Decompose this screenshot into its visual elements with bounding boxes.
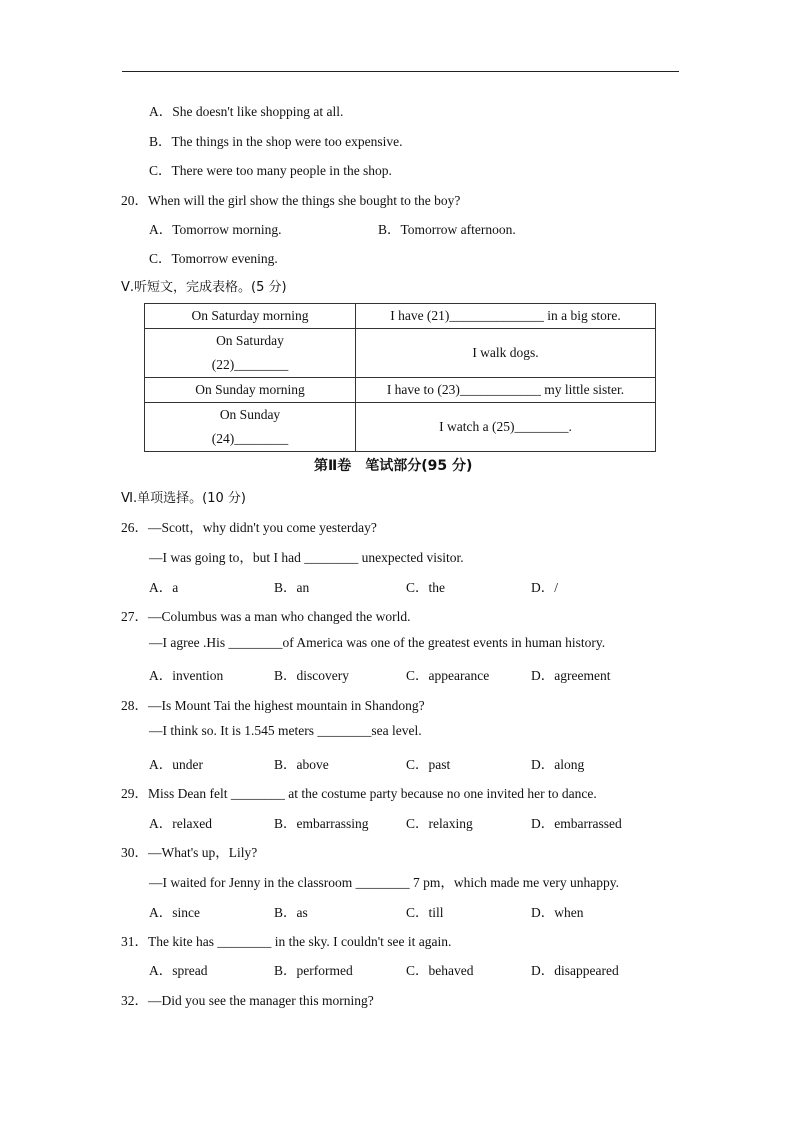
q28-option-a: A．under [149,757,203,772]
q29-stem: 29．Miss Dean felt ________ at the costume party because no one invited her to dance. [121,786,597,801]
q29-option-b: B．embarrassing [274,816,369,831]
part2-title: 第Ⅱ卷 笔试部分(95 分) [314,458,473,474]
q30-line2: —I waited for Jenny in the classroom ________ 7 pm，which made me very unhappy. [149,875,620,890]
table-cell-time-line2: (22)________ [211,357,289,372]
q26-line2: —I was going to，but I had ________ unexpected visitor. [149,550,464,565]
q27-stem: 27．—Columbus was a man who changed the world. [121,609,411,624]
table-cell-activity: I walk dogs. [356,329,656,378]
q26-option-d: D．/ [531,580,558,595]
q31-stem: 31．The kite has ________ in the sky. I couldn't see it again. [121,934,452,949]
section6-title: Ⅵ.单项选择。(10 分) [121,491,246,506]
q30-option-b: B．as [274,905,308,920]
q28-line2: —I think so. It is 1.545 meters ________sea level. [149,723,422,738]
q20-stem: 20．When will the girl show the things she bought to the boy? [121,193,461,208]
q19-option-c: C．There were too many people in the shop. [149,163,392,178]
header-rule [122,71,679,72]
table-row [145,403,656,452]
table-cell-time-line1: On Sunday [219,407,281,422]
q28-option-b: B．above [274,757,329,772]
q27-option-a: A．invention [149,668,224,683]
q20-option-b: B．Tomorrow afternoon. [378,222,516,237]
q20-option-c: C．Tomorrow evening. [149,251,278,266]
table-cell-time [145,329,356,378]
table-cell-time-line1: On Saturday [216,333,284,348]
table-cell-time-line2: (24)________ [211,431,289,446]
section5-title: Ⅴ.听短文，完成表格。(5 分) [121,280,287,295]
q30-option-a: A．since [149,905,200,920]
q19-option-b: B．The things in the shop were too expensive. [149,134,403,149]
q29-option-a: A．relaxed [149,816,212,831]
q19-option-a: A．She doesn't like shopping at all. [149,104,344,119]
table-cell-time [145,403,356,452]
q20-option-a: A．Tomorrow morning. [149,222,282,237]
q30-option-d: D．when [531,905,584,920]
q31-option-a: A．spread [149,963,208,978]
q27-line2: —I agree .His ________of America was one of the greatest events in human history. [149,635,606,650]
q31-option-b: B．performed [274,963,353,978]
q27-option-c: C．appearance [406,668,490,683]
q29-option-c: C．relaxing [406,816,473,831]
q26-stem: 26．—Scott，why didn't you come yesterday? [121,520,377,535]
q27-option-b: B．discovery [274,668,349,683]
table-row [145,329,656,378]
q31-option-d: D．disappeared [531,963,619,978]
q26-option-b: B．an [274,580,310,595]
table-row [145,378,656,403]
q30-option-c: C．till [406,905,444,920]
q28-stem: 28．—Is Mount Tai the highest mountain in Shandong? [121,698,425,713]
q29-option-d: D．embarrassed [531,816,622,831]
table-cell-time: On Sunday morning [145,378,356,403]
q26-option-a: A．a [149,580,179,595]
table-cell-time: On Saturday morning [145,304,356,329]
table-row [145,304,656,329]
q26-option-c: C．the [406,580,445,595]
table-cell-activity: I have to (23)____________ my little sister. [356,378,656,403]
table-cell-activity: I have (21)______________ in a big store. [356,304,656,329]
q27-option-d: D．agreement [531,668,611,683]
q28-option-c: C．past [406,757,451,772]
q32-stem: 32．—Did you see the manager this morning? [121,993,374,1008]
table-cell-activity: I watch a (25)________. [356,403,656,452]
q30-stem: 30．—What's up，Lily? [121,845,258,860]
q31-option-c: C．behaved [406,963,474,978]
listening-table [144,303,656,452]
q28-option-d: D．along [531,757,585,772]
